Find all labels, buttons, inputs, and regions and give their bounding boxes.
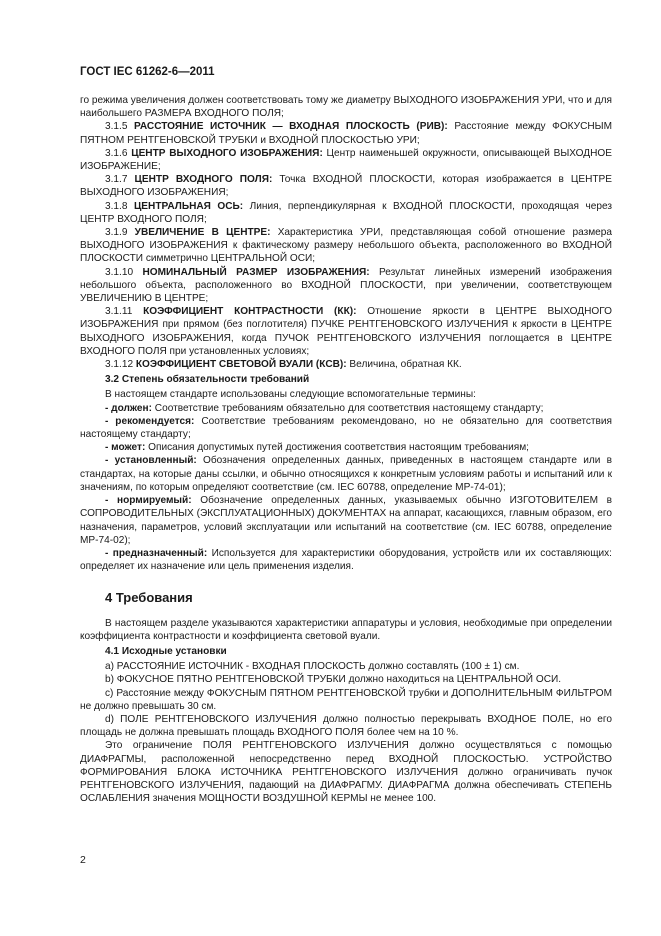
term: КОЭФФИЦИЕНТ СВЕТОВОЙ ВУАЛИ (КСВ):	[135, 359, 347, 371]
paragraph-section4-intro: В настоящем разделе указываются характеристики аппаратуры и условия, необходимые при определении коэффициента контрастности и коэффициента световой вуали.	[80, 617, 612, 642]
subsection-heading-4-1: 4.1 Исходные установки	[105, 645, 227, 657]
term-rekomenduetsya: - рекомендуется: Соответствие требованиям рекомендовано, но не обязательно для соответствия настоящему стандарту;	[80, 415, 612, 441]
term-dolzhen: - должен: Соответствие требованиям обязательно для соответствия настоящему стандарту;	[105, 402, 544, 414]
term-mozhet: - может: Описания допустимых путей достижения соответствия настоящим требованиям;	[105, 442, 529, 454]
term-ustanovlennyi: - установленный: Обозначения определенных данных, приведенных в настоящем стандарте или в стандартах, на которые даны ссылки, и обычно относящихся к конкретным условиям работы и испытаний или к значениям, по которым определяют соответствие (см. IEC 60788, определение МР-74-01);	[80, 455, 613, 493]
document-header: ГОСТ IEC 61262-6—2011	[80, 66, 215, 78]
definition-3-1-11: 3.1.11 КОЭФФИЦИЕНТ КОНТРАСТНОСТИ (КК): Отношение яркости в ЦЕНТРЕ ВЫХОДНОГО ИЗОБРАЖЕНИЯ при прямом (без поглотителя) ПУЧКЕ РЕНТГЕНОВСКОГО ИЗЛУЧЕНИЯ к яркости в ЦЕНТРЕ ВЫХОДНОГО ИЗОБРАЖЕНИЯ, когда ПУЧОК РЕНТГЕНОВСКОГО ИЗЛУЧЕНИЯ поглощается в ЦЕНТРЕ ВХОДНОГО ПОЛЯ при установленных условиях;	[80, 306, 612, 357]
term: КОЭФФИЦИЕНТ КОНТРАСТНОСТИ (КК):	[143, 306, 357, 318]
section-heading-4: 4 Требования	[105, 590, 193, 606]
definition-3-1-6: 3.1.6 ЦЕНТР ВЫХОДНОГО ИЗОБРАЖЕНИЯ: Центр наименьшей окружности, описывающей ВЫХОДНОЕ ИЗОБРАЖЕНИЕ;	[80, 147, 612, 173]
term: ЦЕНТРАЛЬНАЯ ОСЬ:	[133, 200, 244, 212]
term: ЦЕНТР ВЫХОДНОГО ИЗОБРАЖЕНИЯ:	[131, 147, 323, 159]
paragraph-continuation: го режима увеличения должен соответствовать тому же диаметру ВЫХОДНОГО ИЗОБРАЖЕНИЯ УРИ, что и для наибольшего РАЗМЕРА ВХОДНОГО ПОЛЯ;	[80, 95, 612, 120]
list-item-a: а) РАССТОЯНИЕ ИСТОЧНИК - ВХОДНАЯ ПЛОСКОСТЬ должно составлять (100 ± 1) см.	[105, 661, 520, 673]
term: УВЕЛИЧЕНИЕ В ЦЕНТРЕ:	[134, 227, 271, 239]
document-body	[80, 94, 612, 805]
definition-3-1-8: 3.1.8 ЦЕНТРАЛЬНАЯ ОСЬ: Линия, перпендикулярная к ВХОДНОЙ ПЛОСКОСТИ, проходящая через ЦЕНТР ВХОДНОГО ПОЛЯ;	[80, 200, 612, 225]
list-item-c: с) Расстояние между ФОКУСНЫМ ПЯТНОМ РЕНТГЕНОВСКОЙ трубки и ДОПОЛНИТЕЛЬНЫМ ФИЛЬТРОМ не должно превышать 30 см.	[80, 687, 612, 712]
list-item-b: b) ФОКУСНОЕ ПЯТНО РЕНТГЕНОВСКОЙ ТРУБКИ должно находиться на ЦЕНТРАЛЬНОЙ ОСИ.	[105, 674, 562, 686]
subsection-heading-3-2: 3.2 Степень обязательности требований	[105, 374, 310, 386]
definition-3-1-9: 3.1.9 УВЕЛИЧЕНИЕ В ЦЕНТРЕ: Характеристика УРИ, представляющая собой отношение размера ВЫХОДНОГО ИЗОБРАЖЕНИЯ к фактическому размеру небольшого объекта, расположенного во ВХОДНОЙ ПЛОСКОСТИ симметрично ЦЕНТРАЛЬНОЙ ОСИ;	[80, 227, 613, 265]
paragraph-terms-intro: В настоящем стандарте использованы следующие вспомогательные термины:	[105, 389, 476, 401]
definition-3-1-12: 3.1.12 КОЭФФИЦИЕНТ СВЕТОВОЙ ВУАЛИ (КСВ): Величина, обратная КК.	[105, 359, 462, 371]
term: НОМИНАЛЬНЫЙ РАЗМЕР ИЗОБРАЖЕНИЯ:	[142, 266, 370, 278]
list-item-d: d) ПОЛЕ РЕНТГЕНОВСКОГО ИЗЛУЧЕНИЯ должно полностью перекрывать ВХОДНОЕ ПОЛЕ, но его площадь не должна превышать площадь ВХОДНОГО ПОЛЯ более чем на 10 %.	[80, 713, 612, 739]
definition-3-1-7: 3.1.7 ЦЕНТР ВХОДНОГО ПОЛЯ: Точка ВХОДНОЙ ПЛОСКОСТИ, которая изображается в ЦЕНТРЕ ВЫХОДНОГО ИЗОБРАЖЕНИЯ;	[80, 174, 613, 199]
paragraph-diaphragm: Это ограничение ПОЛЯ РЕНТГЕНОВСКОГО ИЗЛУЧЕНИЯ должно осуществляться с помощью ДИАФРАГМЫ, расположенной непосредственно перед ВХОДНОЙ ПЛОСКОСТЬЮ. УСТРОЙСТВО ФОРМИРОВАНИЯ БЛОКА ИСТОЧНИКА РЕНТГЕНОВСКОГО ИЗЛУЧЕНИЯ должно ограничивать пучок РЕНТГЕНОВСКОГО ИЗЛУЧЕНИЯ, падающий на ДИАФРАГМУ. ДИАФРАГМА должна обеспечивать СТЕПЕНЬ ОСЛАБЛЕНИЯ значения МОЩНОСТИ ВОЗДУШНОЙ КЕРМЫ не менее 100.	[80, 740, 612, 805]
term: ЦЕНТР ВХОДНОГО ПОЛЯ:	[134, 174, 273, 186]
term-prednaznachennyi: - предназначенный: Используется для характеристики оборудования, устройств или их составляющих: определяет их назначение или цель применения изделия.	[80, 547, 612, 573]
definition-3-1-5: 3.1.5 РАССТОЯНИЕ ИСТОЧНИК — ВХОДНАЯ ПЛОСКОСТЬ (РИВ): Расстояние между ФОКУСНЫМ ПЯТНОМ РЕНТГЕНОВСКОЙ ТРУБКИ и ВХОДНОЙ ПЛОСКОСТЬЮ УРИ;	[80, 121, 612, 146]
term-normiruemyi: - нормируемый: Обозначение определенных данных, указываемых обычно ИЗГОТОВИТЕЛЕМ в СОПРОВОДИТЕЛЬНЫХ (ЭКСПЛУАТАЦИОННЫХ) ДОКУМЕНТАХ на аппарат, касающихся, главным образом, его назначения, параметров, условий эксплуатации или испытаний на соответствие (см. IEC 60788, определение МР-74-02);	[80, 495, 612, 546]
term: РАССТОЯНИЕ ИСТОЧНИК — ВХОДНАЯ ПЛОСКОСТЬ (РИВ):	[134, 121, 448, 133]
page-number: 2	[80, 854, 86, 866]
definition-3-1-10: 3.1.10 НОМИНАЛЬНЫЙ РАЗМЕР ИЗОБРАЖЕНИЯ: Результат линейных измерений изображения небольшого объекта, расположенного во ВХОДНОЙ ПЛОСКОСТИ, при увеличении, соответствующем УВЕЛИЧЕНИЮ В ЦЕНТРЕ;	[80, 266, 612, 305]
